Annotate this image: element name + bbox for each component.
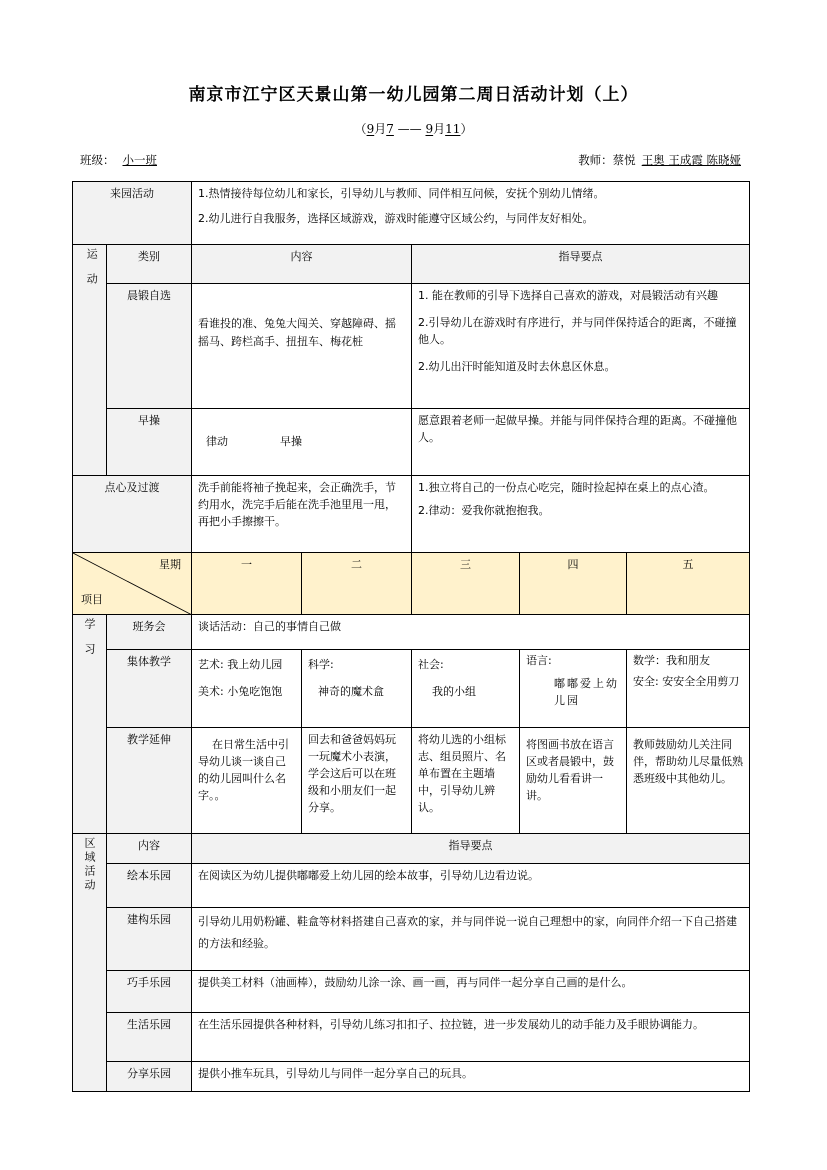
area-name: 巧手乐园: [107, 971, 192, 1013]
class-affairs-label: 班务会: [107, 615, 192, 650]
weekday-tue: 二: [302, 553, 412, 615]
morning-drill-row: [73, 409, 750, 476]
class-info: [80, 152, 187, 168]
area-guidance: 在生活乐园提供各种材料，引导幼儿练习扣扣子、拉拉链，进一步发展幼儿的动手能力及手眼协调能力。: [192, 1013, 750, 1062]
area-name: 绘本乐园: [107, 864, 192, 908]
week-corner-cell: [73, 553, 192, 615]
area-name: 建构乐园: [107, 908, 192, 971]
areas-col-guidance: 指导要点: [192, 834, 750, 864]
morning-exercise-row: [73, 284, 750, 409]
week-header-row: [73, 553, 750, 615]
collective-teaching-label: 集体教学: [107, 650, 192, 728]
teacher-label: 教师：蔡悦: [578, 153, 636, 167]
morning-exercise-label: 晨锻自选: [107, 284, 192, 409]
collective-fri: 数学：我和朋友 安全: 安安全全用剪刀: [627, 650, 750, 728]
extension-mon: 在日常生活中引导幼儿谈一谈自己的幼儿园叫什么名字。。: [192, 728, 302, 834]
area-guidance: 在阅读区为幼儿提供嘟嘟爱上幼儿园的绘本故事，引导幼儿边看边说。: [192, 864, 750, 908]
arrival-content: 1.热情接待每位幼儿和家长，引导幼儿与教师、同伴相互问候，安抚个别幼儿情绪。 2.幼儿进行自我服务，选择区域游戏，游戏时能遵守区域公约，与同伴友好相处。: [192, 182, 750, 245]
morning-exercise-content: 看谁投的准、兔兔大闯关、穿越障碍、摇摇马、跨栏高手、扭扭车、梅花桩: [192, 284, 412, 409]
area-row: [73, 864, 750, 908]
area-row: [73, 1013, 750, 1062]
teacher-value: 王奥 王成霞 陈晓娅: [641, 153, 741, 167]
class-affairs-content: 谈话活动：自己的事情自己做: [192, 615, 750, 650]
collective-teaching-row: [73, 650, 750, 728]
areas-section-label: 区域活动: [73, 834, 107, 1092]
areas-col-content: 内容: [107, 834, 192, 864]
collective-wed: 社会: 我的小组: [412, 650, 520, 728]
corner-item-label: 项目: [81, 592, 103, 606]
area-row: [73, 908, 750, 971]
area-guidance: 提供美工材料（油画棒），鼓励幼儿涂一涂、画一画，再与同伴一起分享自己画的是什么。: [192, 971, 750, 1013]
col-guidance: 指导要点: [412, 245, 750, 284]
area-row: [73, 1062, 750, 1092]
snack-content: 洗手前能将袖子挽起来，会正确洗手，节约用水，洗完手后能在洗手池里甩一甩，再把小手擦擦干。: [192, 476, 412, 553]
weekday-fri: 五: [627, 553, 750, 615]
area-row: [73, 971, 750, 1013]
page-title: 南京市江宁区天景山第一幼儿园第二周日活动计划（上）: [188, 85, 639, 105]
date-range: （9月7 —— 9月11）: [354, 122, 473, 136]
morning-drill-content: 律动 早操: [192, 409, 412, 476]
extension-thu: 将图画书放在语言区或者晨锻中，鼓励幼儿看看讲一讲。: [520, 728, 627, 834]
area-guidance: 引导幼儿用奶粉罐、鞋盒等材料搭建自己喜欢的家，并与同伴说一说自己理想中的家，向同伴介绍一下自己搭建的方法和经验。: [192, 908, 750, 971]
class-value: 小一班: [122, 153, 157, 167]
teaching-extension-row: [73, 728, 750, 834]
area-name: 生活乐园: [107, 1013, 192, 1062]
study-section-label: 学习: [73, 615, 107, 834]
weekday-thu: 四: [520, 553, 627, 615]
class-label: 班级：: [80, 153, 115, 167]
corner-weekday-label: 星期: [159, 558, 181, 571]
class-affairs-row: [73, 615, 750, 650]
morning-drill-guidance: 愿意跟着老师一起做早操。并能与同伴保持合理的距离。不碰撞他人。: [412, 409, 750, 476]
exercise-header-row: [73, 245, 750, 284]
weekday-wed: 三: [412, 553, 520, 615]
collective-tue: 科学: 神奇的魔术盒: [302, 650, 412, 728]
weekday-mon: 一: [192, 553, 302, 615]
snack-guidance: 1.独立将自己的一份点心吃完，随时捡起掉在桌上的点心渣。 2.律动：爱我你就抱抱我。: [412, 476, 750, 553]
col-category: 类别: [107, 245, 192, 284]
teacher-info: [578, 152, 741, 168]
exercise-section-label: 运动: [73, 245, 107, 476]
morning-drill-label: 早操: [107, 409, 192, 476]
extension-fri: 教师鼓励幼儿关注同伴，帮助幼儿尽量低熟悉班级中其他幼儿。: [627, 728, 750, 834]
col-content: 内容: [192, 245, 412, 284]
snack-label: 点心及过渡: [73, 476, 192, 553]
extension-tue: 回去和爸爸妈妈玩一玩魔术小表演，学会这后可以在班级和小朋友们一起分享。: [302, 728, 412, 834]
collective-thu: 语言: 嘟嘟爱上幼儿园: [520, 650, 627, 728]
extension-wed: 将幼儿选的小组标志、组员照片、名单布置在主题墙中，引导幼儿辨认。: [412, 728, 520, 834]
activity-plan-table: [72, 181, 750, 1092]
snack-row: [73, 476, 750, 553]
collective-mon: 艺术: 我上幼儿园 美术: 小兔吃饱饱: [192, 650, 302, 728]
arrival-label: 来园活动: [73, 182, 192, 245]
areas-header-row: [73, 834, 750, 864]
arrival-row: [73, 182, 750, 245]
area-name: 分享乐园: [107, 1062, 192, 1092]
teaching-extension-label: 教学延伸: [107, 728, 192, 834]
area-guidance: 提供小推车玩具，引导幼儿与同伴一起分享自己的玩具。: [192, 1062, 750, 1092]
morning-exercise-guidance: 1. 能在教师的引导下选择自己喜欢的游戏，对晨锻活动有兴趣 2.引导幼儿在游戏时有序进行，并与同伴保持适合的距离，不碰撞他人。 2.幼儿出汗时能知道及时去休息区休息。: [412, 284, 750, 409]
